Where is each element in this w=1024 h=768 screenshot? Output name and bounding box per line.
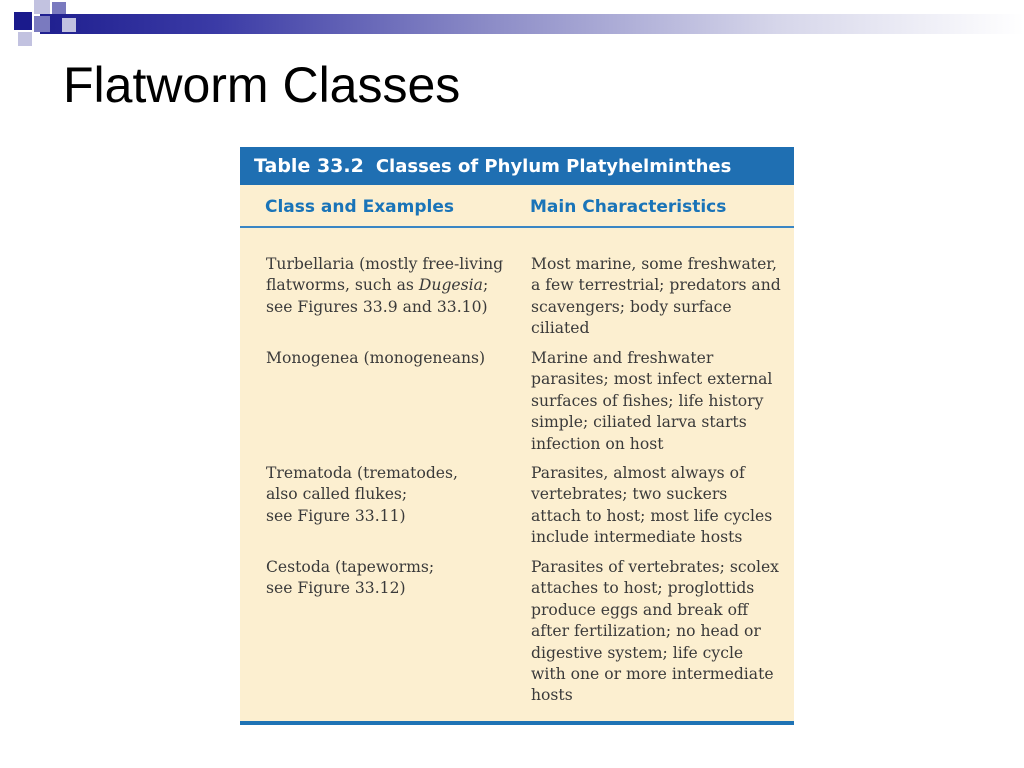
characteristics-text-line: surfaces of fishes; life history	[531, 391, 764, 410]
class-cell	[266, 254, 516, 318]
characteristics-text-line: produce eggs and break off	[531, 600, 749, 619]
decor-square-light-3	[62, 18, 76, 32]
characteristics-text-line: a few terrestrial; predators and	[531, 276, 781, 295]
decor-square-light-2	[18, 32, 32, 46]
table-figure	[240, 147, 794, 725]
header-gradient-bar	[40, 14, 1024, 34]
characteristics-text-line: simple; ciliated larva starts	[531, 413, 747, 432]
characteristics-text-line: attach to host; most life cycles	[531, 506, 773, 525]
column-header-class: Class and Examples	[265, 197, 455, 217]
characteristics-text-line: digestive system; life cycle	[531, 643, 744, 662]
characteristics-text-line: after fertilization; no head or	[531, 622, 761, 641]
slide-header-decoration	[0, 0, 1024, 48]
table-caption: Classes of Phylum Platyhelminthes	[375, 155, 732, 177]
class-text-line: Turbellaria (mostly free-living	[266, 255, 504, 273]
class-cell	[266, 463, 516, 527]
characteristics-text-line: hosts	[531, 686, 573, 705]
characteristics-text-line: with one or more intermediate	[531, 665, 774, 684]
class-text-line: see Figure 33.12)	[266, 579, 406, 598]
class-text-line: see Figure 33.11)	[266, 506, 406, 525]
decor-square-light	[34, 0, 50, 14]
class-text-line: Trematoda (trematodes,	[266, 464, 458, 482]
class-text-line: also called flukes;	[266, 485, 408, 504]
characteristics-cell	[531, 254, 781, 340]
class-cell	[266, 557, 516, 600]
class-cell	[266, 348, 516, 369]
characteristics-text-line: attaches to host; proglottids	[531, 579, 755, 598]
characteristics-cell	[531, 348, 781, 455]
column-header-characteristics: Main Characteristics	[530, 197, 727, 217]
characteristics-text-line: vertebrates; two suckers	[531, 485, 728, 504]
characteristics-text-line: infection on host	[531, 434, 664, 453]
class-text-line: Monogenea (monogeneans)	[266, 349, 486, 367]
class-text-line: see Figures 33.9 and 33.10)	[266, 297, 488, 316]
table-caption-bar	[240, 147, 794, 185]
decor-square-dark	[14, 12, 32, 30]
characteristics-cell	[531, 557, 781, 707]
characteristics-cell	[531, 463, 781, 549]
characteristics-text-line: ciliated	[531, 319, 590, 338]
class-text-line: Cestoda (tapeworms;	[266, 558, 435, 576]
table-number: Table 33.2	[254, 155, 364, 177]
decor-square-mid	[34, 16, 50, 32]
column-header-row	[240, 185, 794, 228]
class-text-line: flatworms, such as Dugesia;	[266, 276, 489, 295]
characteristics-text-line: parasites; most infect external	[531, 370, 773, 389]
decor-square-mid-2	[52, 2, 66, 14]
characteristics-text-line: scavengers; body surface	[531, 297, 732, 316]
characteristics-text-line: include intermediate hosts	[531, 528, 743, 547]
characteristics-text-line: Parasites, almost always of	[531, 464, 745, 482]
slide-title: Flatworm Classes	[63, 57, 461, 113]
characteristics-text-line: Most marine, some freshwater,	[531, 255, 777, 273]
characteristics-text-line: Parasites of vertebrates; scolex	[531, 558, 779, 576]
characteristics-text-line: Marine and freshwater	[531, 349, 714, 367]
